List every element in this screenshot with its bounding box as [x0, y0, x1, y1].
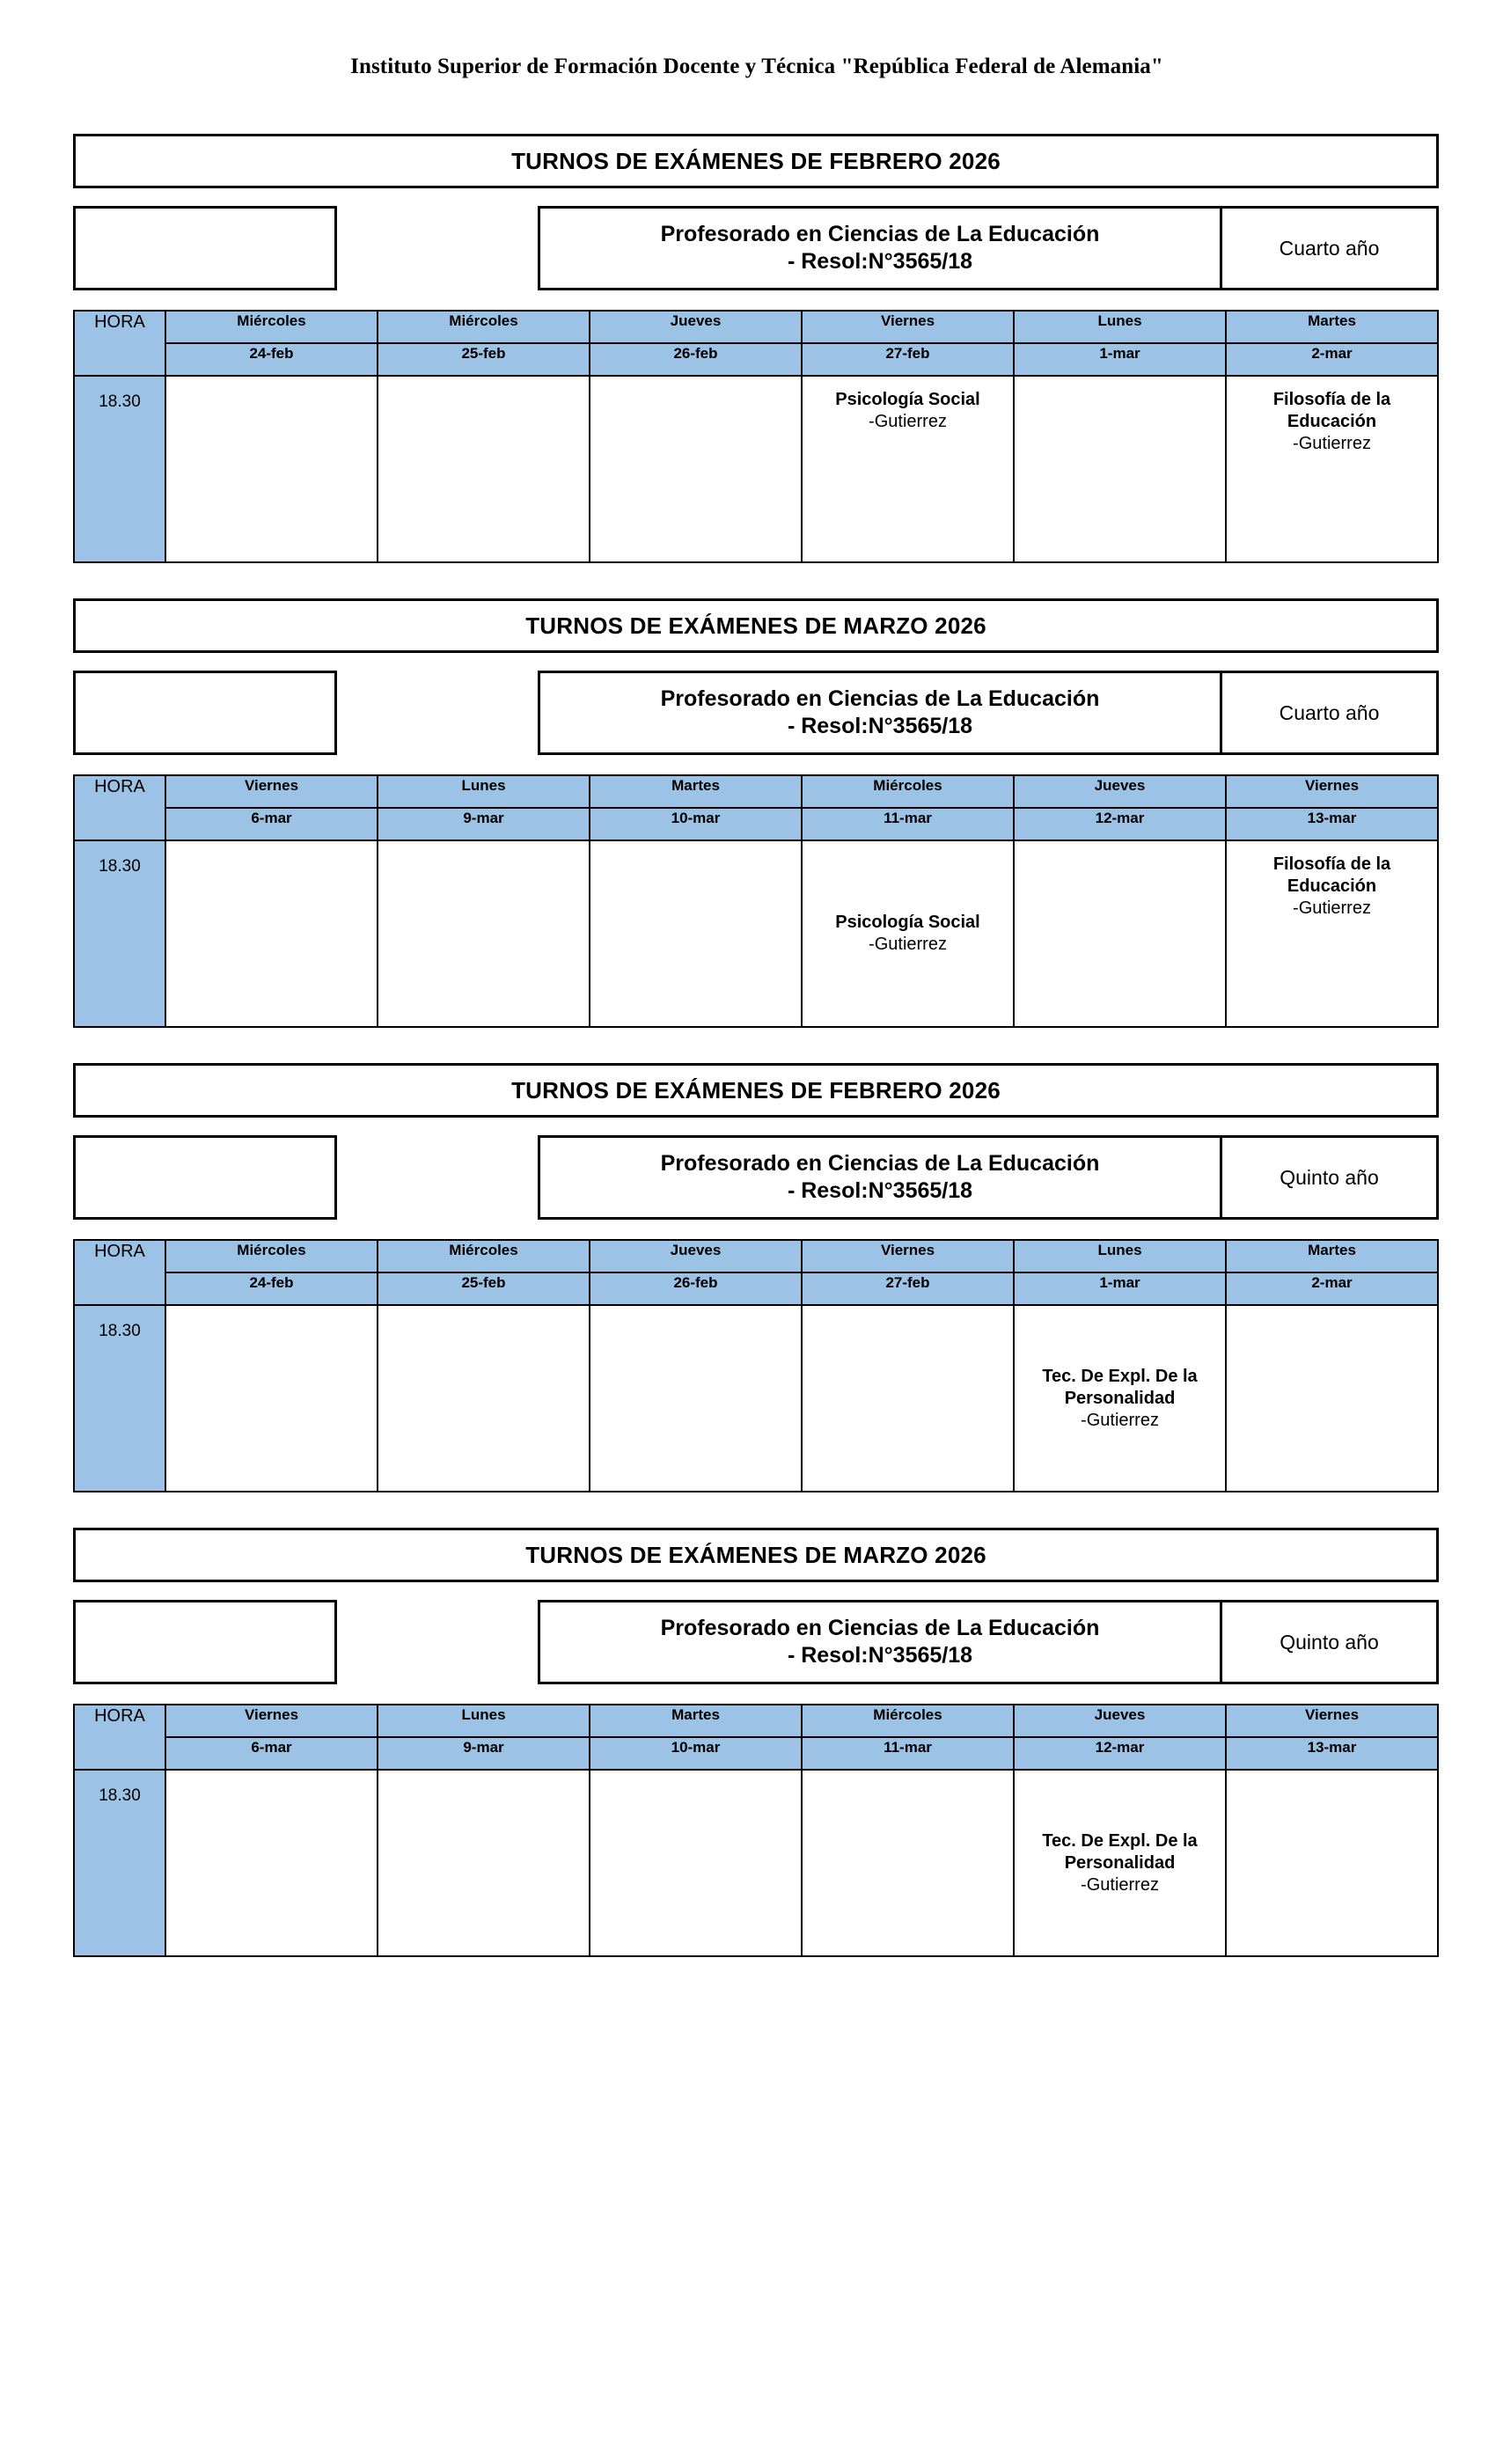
exam-cell: [802, 376, 1014, 562]
column-day-date: 25-feb: [378, 1272, 590, 1305]
column-day-name: Miércoles: [378, 1240, 590, 1272]
career-name-line1: Profesorado en Ciencias de La Educación: [660, 221, 1100, 246]
career-row: [73, 1135, 1439, 1220]
career-row: [73, 671, 1439, 755]
exam-cell: [165, 376, 378, 562]
column-day-date: 9-mar: [378, 808, 590, 840]
career-name-box: [538, 206, 1222, 290]
column-day-name: Viernes: [1226, 775, 1438, 808]
exam-cell: [1014, 840, 1226, 1027]
schedule-block: [73, 598, 1439, 1028]
table-row-day-dates: [74, 1272, 1438, 1305]
schedule-block: [73, 1063, 1439, 1492]
column-day-date: 2-mar: [1226, 1272, 1438, 1305]
column-day-name: Miércoles: [165, 311, 378, 343]
hora-value: 18.30: [74, 1770, 165, 1956]
career-name-line1: Profesorado en Ciencias de La Educación: [660, 1150, 1100, 1176]
column-day-name: Miércoles: [378, 311, 590, 343]
column-day-name: Miércoles: [165, 1240, 378, 1272]
career-blank-box: [73, 206, 337, 290]
career-name-line2: - Resol:N°3565/18: [787, 1178, 973, 1203]
column-day-name: Martes: [590, 1705, 802, 1737]
hora-value: 18.30: [74, 376, 165, 562]
career-year: Quinto año: [1222, 1135, 1439, 1220]
exam-cell: [1226, 1305, 1438, 1492]
exam-subject: Psicología Social: [835, 390, 980, 409]
table-row-exams: [74, 1305, 1438, 1492]
schedule-blocks-container: [57, 134, 1439, 1957]
table-row-day-names: [74, 775, 1438, 808]
column-day-name: Jueves: [590, 311, 802, 343]
hora-header: HORA: [74, 311, 165, 376]
column-day-date: 1-mar: [1014, 1272, 1226, 1305]
hora-value: 18.30: [74, 840, 165, 1027]
column-day-date: 27-feb: [802, 343, 1014, 376]
column-day-date: 24-feb: [165, 1272, 378, 1305]
column-day-name: Viernes: [165, 1705, 378, 1737]
exam-cell: [1226, 1770, 1438, 1956]
exam-cell: [1014, 1305, 1226, 1492]
career-year: Quinto año: [1222, 1600, 1439, 1684]
column-day-name: Miércoles: [802, 1705, 1014, 1737]
exam-table: [73, 774, 1439, 1028]
career-blank-box: [73, 1135, 337, 1220]
column-day-date: 1-mar: [1014, 343, 1226, 376]
column-day-name: Viernes: [1226, 1705, 1438, 1737]
block-title: TURNOS DE EXÁMENES DE MARZO 2026: [73, 598, 1439, 653]
career-name-box: [538, 671, 1222, 755]
career-blank-box: [73, 1600, 337, 1684]
exam-cell: [590, 1305, 802, 1492]
column-day-name: Jueves: [590, 1240, 802, 1272]
exam-teacher: -Gutierrez: [1293, 434, 1371, 453]
schedule-block: [73, 134, 1439, 563]
exam-cell: [378, 1305, 590, 1492]
hora-value: 18.30: [74, 1305, 165, 1492]
column-day-name: Martes: [590, 775, 802, 808]
column-day-date: 13-mar: [1226, 808, 1438, 840]
column-day-date: 13-mar: [1226, 1737, 1438, 1770]
exam-cell: [378, 1770, 590, 1956]
column-day-name: Viernes: [165, 775, 378, 808]
column-day-date: 9-mar: [378, 1737, 590, 1770]
table-row-day-dates: [74, 1737, 1438, 1770]
exam-teacher: -Gutierrez: [1081, 1874, 1159, 1895]
hora-header: HORA: [74, 1705, 165, 1770]
exam-table: [73, 1239, 1439, 1492]
exam-cell: [1226, 376, 1438, 562]
institute-header: Instituto Superior de Formación Docente y Técnica "República Federal de Alemania": [350, 55, 1163, 78]
exam-cell: [165, 1305, 378, 1492]
column-day-name: Lunes: [1014, 1240, 1226, 1272]
exam-cell: [590, 1770, 802, 1956]
column-day-name: Jueves: [1014, 775, 1226, 808]
table-row-day-names: [74, 1705, 1438, 1737]
exam-subject: Filosofía de la Educación: [1272, 854, 1391, 896]
table-row-day-names: [74, 311, 1438, 343]
exam-subject: Psicología Social: [835, 913, 980, 932]
career-name-line2: - Resol:N°3565/18: [787, 249, 973, 274]
column-day-date: 12-mar: [1014, 1737, 1226, 1770]
column-day-name: Martes: [1226, 1240, 1438, 1272]
block-title: TURNOS DE EXÁMENES DE FEBRERO 2026: [73, 1063, 1439, 1118]
table-row-exams: [74, 1770, 1438, 1956]
column-day-name: Lunes: [378, 1705, 590, 1737]
career-blank-box: [73, 671, 337, 755]
column-day-name: Martes: [1226, 311, 1438, 343]
column-day-date: 25-feb: [378, 343, 590, 376]
career-spacer: [337, 671, 538, 755]
block-title: TURNOS DE EXÁMENES DE FEBRERO 2026: [73, 134, 1439, 188]
table-row-day-dates: [74, 808, 1438, 840]
exam-cell: [590, 840, 802, 1027]
column-day-date: 11-mar: [802, 808, 1014, 840]
column-day-date: 27-feb: [802, 1272, 1014, 1305]
exam-subject: Tec. De Expl. De la Personalidad: [1042, 1366, 1198, 1408]
exam-cell: [802, 840, 1014, 1027]
exam-cell: [1014, 376, 1226, 562]
hora-header: HORA: [74, 775, 165, 840]
career-name-box: [538, 1135, 1222, 1220]
column-day-date: 26-feb: [590, 343, 802, 376]
column-day-name: Lunes: [1014, 311, 1226, 343]
column-day-date: 10-mar: [590, 1737, 802, 1770]
column-day-date: 6-mar: [165, 1737, 378, 1770]
exam-subject: Filosofía de la Educación: [1272, 390, 1391, 431]
exam-table: [73, 310, 1439, 563]
career-year: Cuarto año: [1222, 206, 1439, 290]
table-row-exams: [74, 376, 1438, 562]
exam-cell: [165, 840, 378, 1027]
exam-cell: [802, 1305, 1014, 1492]
career-spacer: [337, 1600, 538, 1684]
column-day-name: Viernes: [802, 311, 1014, 343]
block-title: TURNOS DE EXÁMENES DE MARZO 2026: [73, 1528, 1439, 1582]
column-day-name: Lunes: [378, 775, 590, 808]
exam-teacher: -Gutierrez: [869, 935, 947, 954]
exam-teacher: -Gutierrez: [869, 412, 947, 431]
exam-table: [73, 1704, 1439, 1957]
column-day-date: 26-feb: [590, 1272, 802, 1305]
career-year: Cuarto año: [1222, 671, 1439, 755]
career-name-line1: Profesorado en Ciencias de La Educación: [660, 1615, 1100, 1640]
column-day-date: 12-mar: [1014, 808, 1226, 840]
career-name-line2: - Resol:N°3565/18: [787, 714, 973, 738]
exam-cell: [378, 376, 590, 562]
column-day-name: Miércoles: [802, 775, 1014, 808]
career-name-box: [538, 1600, 1222, 1684]
column-day-date: 11-mar: [802, 1737, 1014, 1770]
column-day-name: Jueves: [1014, 1705, 1226, 1737]
exam-cell: [1014, 1770, 1226, 1956]
career-spacer: [337, 206, 538, 290]
career-row: [73, 1600, 1439, 1684]
column-day-name: Viernes: [802, 1240, 1014, 1272]
column-day-date: 10-mar: [590, 808, 802, 840]
exam-cell: [378, 840, 590, 1027]
hora-header: HORA: [74, 1240, 165, 1305]
exam-teacher: -Gutierrez: [1293, 898, 1371, 918]
schedule-block: [73, 1528, 1439, 1957]
table-row-day-names: [74, 1240, 1438, 1272]
column-day-date: 6-mar: [165, 808, 378, 840]
column-day-date: 2-mar: [1226, 343, 1438, 376]
career-row: [73, 206, 1439, 290]
career-name-line1: Profesorado en Ciencias de La Educación: [660, 686, 1100, 711]
exam-cell: [590, 376, 802, 562]
table-row-exams: [74, 840, 1438, 1027]
exam-cell: [802, 1770, 1014, 1956]
exam-teacher: -Gutierrez: [1081, 1410, 1159, 1430]
career-spacer: [337, 1135, 538, 1220]
table-row-day-dates: [74, 343, 1438, 376]
column-day-date: 24-feb: [165, 343, 378, 376]
career-name-line2: - Resol:N°3565/18: [787, 1643, 973, 1668]
exam-subject: Tec. De Expl. De la Personalidad: [1042, 1830, 1198, 1873]
exam-cell: [165, 1770, 378, 1956]
exam-cell: [1226, 840, 1438, 1027]
